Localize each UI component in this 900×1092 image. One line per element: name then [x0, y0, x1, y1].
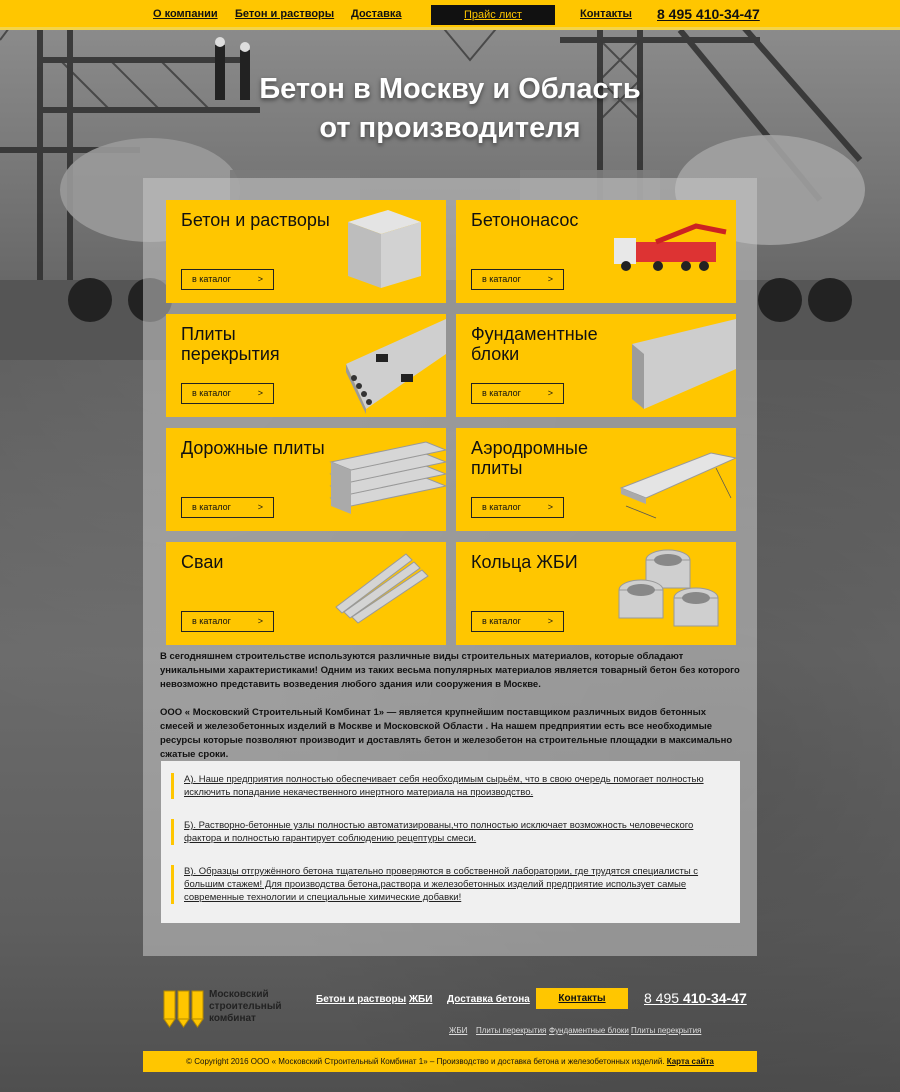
sitemap-link[interactable]: Карта сайта — [666, 1057, 714, 1066]
concrete-pump-truck-icon — [596, 200, 736, 303]
intro-paragraph-1: В сегодняшнем строительстве используются различные виды строительных материалов, которые обладают уникальными характеристиками! Одним из таких весьма популярных материалов является товарный бетон без которого невозможно представить возведения любого здания или сооружения в Москве. — [160, 651, 740, 690]
card-title: Бетононасос — [471, 210, 579, 230]
top-navigation — [0, 0, 900, 30]
hero-title — [0, 70, 900, 148]
concrete-cube-icon — [306, 200, 446, 303]
copyright-text: © Copyright 2016 ООО « Московский Строительный Комбинат 1» – Производство и доставка бетона и железобетонных изделий. — [186, 1057, 665, 1066]
catalog-card-rings[interactable] — [456, 542, 736, 645]
foundation-block-icon — [596, 314, 736, 417]
catalog-card-concrete[interactable] — [166, 200, 446, 303]
nav-link-concrete[interactable]: Бетон и растворы — [235, 8, 335, 20]
catalog-card-pump[interactable] — [456, 200, 736, 303]
catalog-button[interactable]: в каталог > — [471, 497, 564, 518]
catalog-button[interactable]: в каталог > — [181, 383, 274, 404]
concrete-rings-icon — [596, 542, 736, 645]
catalog-button[interactable]: в каталог > — [471, 611, 564, 632]
catalog-button[interactable]: в каталог > — [181, 611, 274, 632]
footer-sublink-foundation[interactable]: Фундаментные блоки — [549, 1026, 629, 1035]
copyright-bar — [143, 1051, 757, 1072]
catalog-card-road-slabs[interactable] — [166, 428, 446, 531]
intro-paragraph-2: ООО « Московский Строительный Комбинат 1» — является крупнейшим поставщиком различных видов бетонных смесей и железобетонных изделий в Москве и Московской Области . На нашем предприятии есть все необходимые ресурсы которые позволяют производит и доставлять бетон и железобетон на строительные площадки в максимально сжатые сроки. — [160, 707, 733, 760]
hero-title-line1: Бетон в Москву и Область — [259, 73, 641, 105]
hero-title-line2: от производителя — [319, 112, 581, 144]
catalog-card-piles[interactable] — [166, 542, 446, 645]
footer — [0, 975, 900, 1092]
footer-link-delivery[interactable]: Доставка бетона — [447, 994, 530, 1005]
piles-icon — [306, 542, 446, 645]
footer-sublink-slabs-2[interactable]: Плиты перекрытия — [631, 1026, 702, 1035]
card-title: Фундаментные блоки — [471, 324, 598, 364]
footer-link-concrete[interactable]: Бетон и растворы — [316, 994, 407, 1005]
card-title: Дорожные плиты — [181, 438, 325, 458]
catalog-button[interactable]: в каталог > — [181, 497, 274, 518]
card-title: Сваи — [181, 552, 224, 572]
footer-sublink-slabs[interactable]: Плиты перекрытия — [476, 1026, 547, 1035]
catalog-button[interactable]: в каталог > — [181, 269, 274, 290]
header-phone[interactable]: 8 495 410-34-47 — [657, 6, 760, 22]
card-title: Кольца ЖБИ — [471, 552, 578, 572]
footer-link-zhbi[interactable]: ЖБИ — [409, 994, 433, 1005]
road-slabs-icon — [306, 428, 446, 531]
catalog-button[interactable]: в каталог > — [471, 383, 564, 404]
card-title: Бетон и растворы — [181, 210, 330, 230]
logo-text: Московский строительный комбинат — [209, 989, 282, 1024]
card-title: Плиты перекрытия — [181, 324, 280, 364]
nav-link-about[interactable]: О компании — [153, 8, 218, 20]
catalog-card-slabs[interactable] — [166, 314, 446, 417]
catalog-card-airfield[interactable] — [456, 428, 736, 531]
airfield-slab-icon — [596, 428, 736, 531]
footer-contacts-button[interactable]: Контакты — [536, 988, 628, 1009]
price-list-button[interactable]: Прайс лист — [431, 5, 555, 25]
card-title: Аэродромные плиты — [471, 438, 588, 478]
feature-item-c[interactable]: В). Образцы отгружённого бетона тщательно проверяются в собственной лаборатории, где трудятся специалисты с большим стажем! Для производства бетона,раствора и железобетонных изделий предприятие использует самые современные технологии и специальные химические добавки! — [171, 865, 731, 904]
catalog-button[interactable]: в каталог > — [471, 269, 564, 290]
features-box — [161, 761, 740, 923]
nav-link-delivery[interactable]: Доставка — [351, 8, 402, 20]
hollow-core-slab-icon — [306, 314, 446, 417]
catalog-card-foundation[interactable] — [456, 314, 736, 417]
feature-item-a[interactable]: А). Наше предприятия полностью обеспечивает себя необходимым сырьём, что в свою очередь помогает полностью исключить попадание некачественного инертного материала на производство. — [171, 773, 731, 799]
footer-sublink-zhbi[interactable]: ЖБИ — [449, 1026, 468, 1035]
company-logo-icon — [163, 987, 205, 1029]
feature-item-b[interactable]: Б). Растворно-бетонные узлы полностью автоматизированы,что полностью исключает возможность человеческого фактора и полностью гарантирует соблюдению рецептуры смеси. — [171, 819, 731, 845]
footer-phone[interactable]: 8 495 410-34-47 — [644, 990, 747, 1006]
nav-link-contacts[interactable]: Контакты — [580, 8, 632, 20]
